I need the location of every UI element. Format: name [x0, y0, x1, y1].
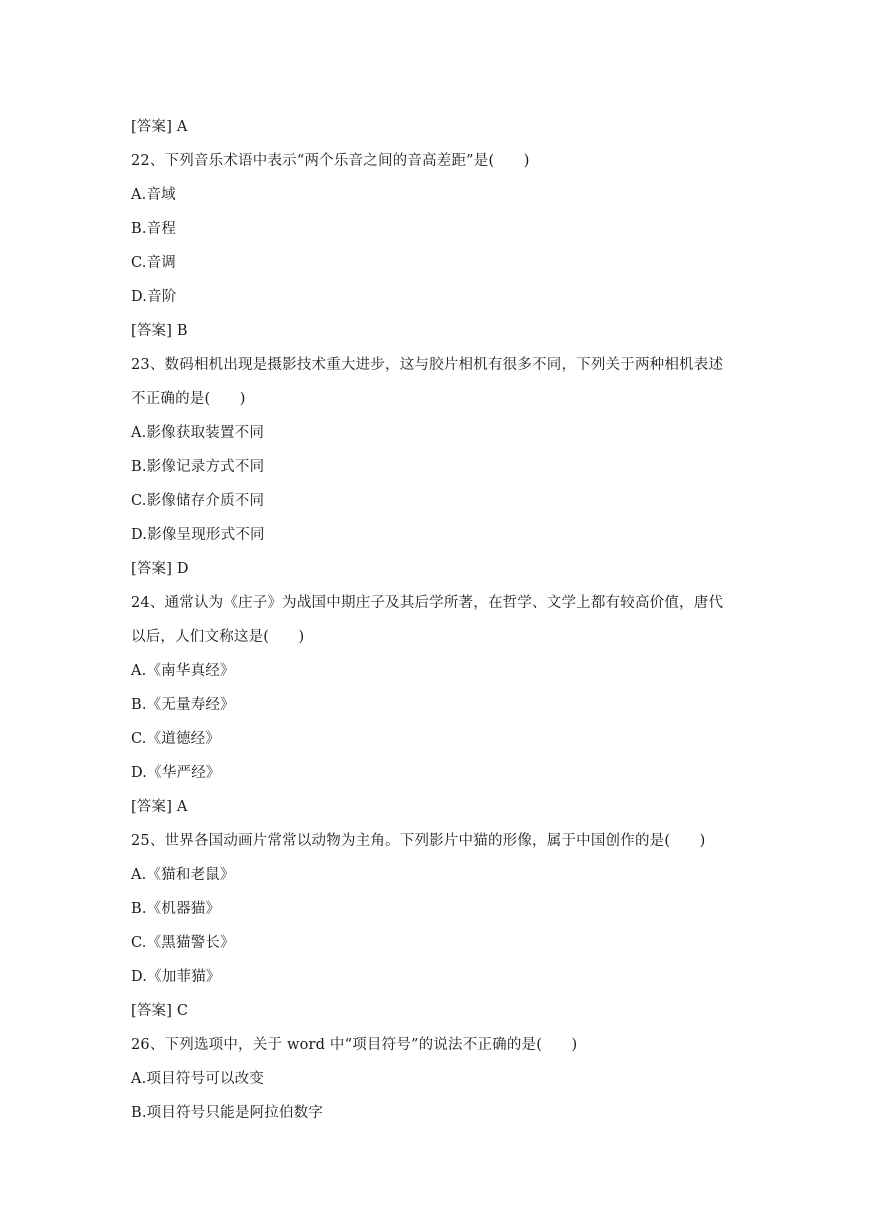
question-24-option-b: B.《无量寿经》	[131, 697, 235, 713]
question-22-option-c: C.音调	[131, 255, 176, 271]
answer-25: [答案] C	[131, 1003, 189, 1019]
question-24-stem-line-2: 以后，人们文称这是( )	[131, 629, 305, 645]
question-23-option-b: B.影像记录方式不同	[131, 459, 265, 475]
question-23-option-a: A.影像获取装置不同	[131, 425, 265, 441]
question-25-option-a: A.《猫和老鼠》	[131, 867, 235, 883]
answer-22: [答案] B	[131, 323, 188, 339]
question-23-stem-line-2: 不正确的是( )	[131, 391, 246, 407]
question-25-option-d: D.《加菲猫》	[131, 969, 221, 985]
question-26-stem: 26、下列选项中，关于 word 中“项目符号”的说法不正确的是( )	[131, 1037, 578, 1053]
question-24-option-a: A.《南华真经》	[131, 663, 235, 679]
question-23-option-c: C.影像储存介质不同	[131, 493, 265, 509]
question-25-option-b: B.《机器猫》	[131, 901, 221, 917]
question-23-option-d: D.影像呈现形式不同	[131, 527, 265, 543]
question-24-stem-line-1: 24、通常认为《庄子》为战国中期庄子及其后学所著，在哲学、文学上都有较高价值，唐代	[131, 595, 724, 611]
question-26-option-a: A.项目符号可以改变	[131, 1071, 265, 1087]
answer-21: [答案] A	[131, 119, 188, 135]
question-22-option-b: B.音程	[131, 221, 177, 237]
question-24-option-c: C.《道德经》	[131, 731, 221, 747]
answer-23: [答案] D	[131, 561, 189, 577]
question-25-option-c: C.《黑猫警长》	[131, 935, 235, 951]
question-24-option-d: D.《华严经》	[131, 765, 221, 781]
question-22-option-d: D.音阶	[131, 289, 177, 305]
document-page	[131, 110, 741, 1130]
question-22-stem: 22、下列音乐术语中表示“两个乐音之间的音高差距”是( )	[131, 153, 530, 169]
question-23-stem-line-1: 23、数码相机出现是摄影技术重大进步，这与胶片相机有很多不同，下列关于两种相机表述	[131, 357, 724, 373]
question-22-option-a: A.音域	[131, 187, 176, 203]
question-25-stem: 25、世界各国动画片常常以动物为主角。下列影片中猫的形像，属于中国创作的是( )	[131, 833, 706, 849]
answer-24: [答案] A	[131, 799, 188, 815]
question-26-option-b: B.项目符号只能是阿拉伯数字	[131, 1105, 324, 1121]
